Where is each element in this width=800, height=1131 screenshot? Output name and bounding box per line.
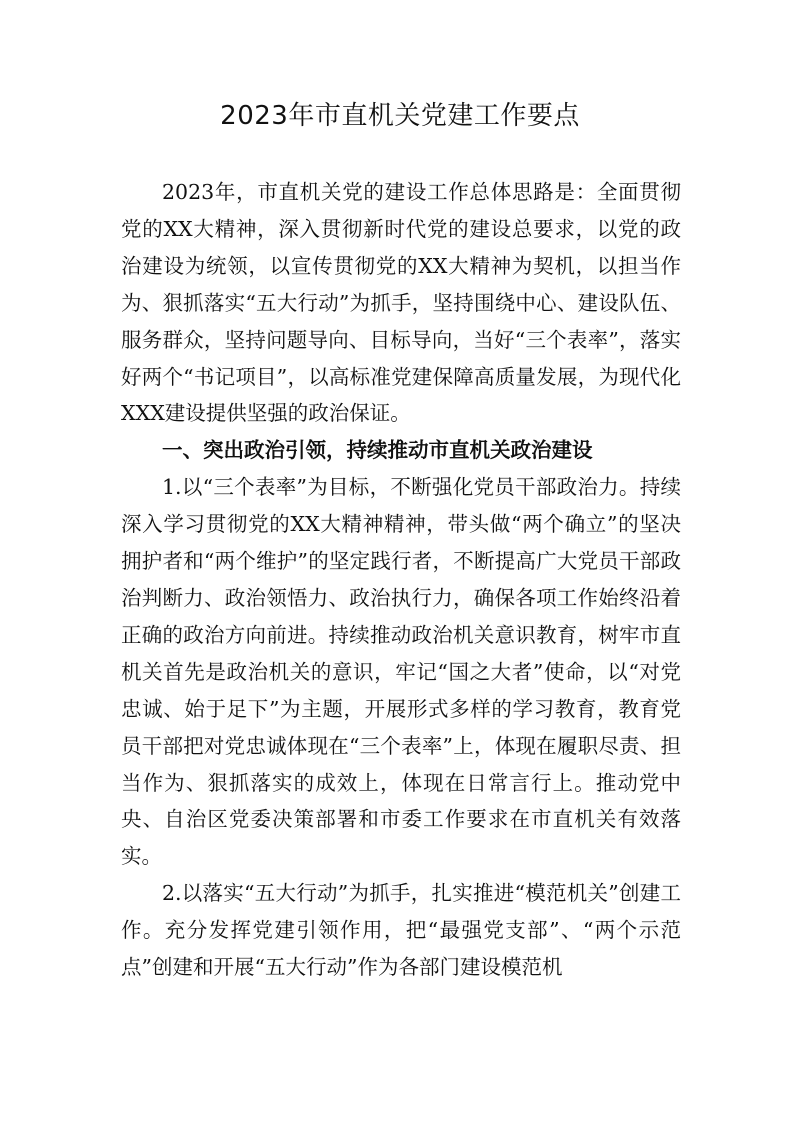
document-body (121, 174, 681, 986)
body-paragraph: 1.以“三个表率”为目标，不断强化党员干部政治力。持续深入学习贯彻党的XX大精神精神，带头做“两个确立”的坚决拥护者和“两个维护”的坚定践行者，不断提高广大党员干部政治判断力、政治领悟力、政治执行力，确保各项工作始终沿着正确的政治方向前进。持续推动政治机关意识教育，树牢市直机关首先是政治机关的意识，牢记“国之大者”使命，以“对党忠诚、始于足下”为主题，开展形式多样的学习教育，教育党员干部把对党忠诚体现在“三个表率”上，体现在履职尽责、担当作为、狠抓落实的成效上，体现在日常言行上。推动党中央、自治区党委决策部署和市委工作要求在市直机关有效落实。 (121, 475, 681, 869)
section-heading: 一、突出政治引领，持续推动市直机关政治建设 (162, 438, 593, 463)
page-title: 2023年市直机关党建工作要点 (220, 101, 580, 131)
body-paragraph: 2.以落实“五大行动”为抓手，扎实推进“模范机关”创建工作。充分发挥党建引领作用，把“最强党支部”、“两个示范点”创建和开展“五大行动”作为各部门建设模范机 (121, 881, 681, 980)
intro-paragraph: 2023年，市直机关党的建设工作总体思路是：全面贯彻党的XX大精神，深入贯彻新时代党的建设总要求，以党的政治建设为统领，以宣传贯彻党的XX大精神为契机，以担当作为、狠抓落实“五大行动”为抓手，坚持围绕中心、建设队伍、服务群众，坚持问题导向、目标导向，当好“三个表率”，落实好两个“书记项目”，以高标准党建保障高质量发展，为现代化XXX建设提供坚强的政治保证。 (121, 180, 681, 426)
